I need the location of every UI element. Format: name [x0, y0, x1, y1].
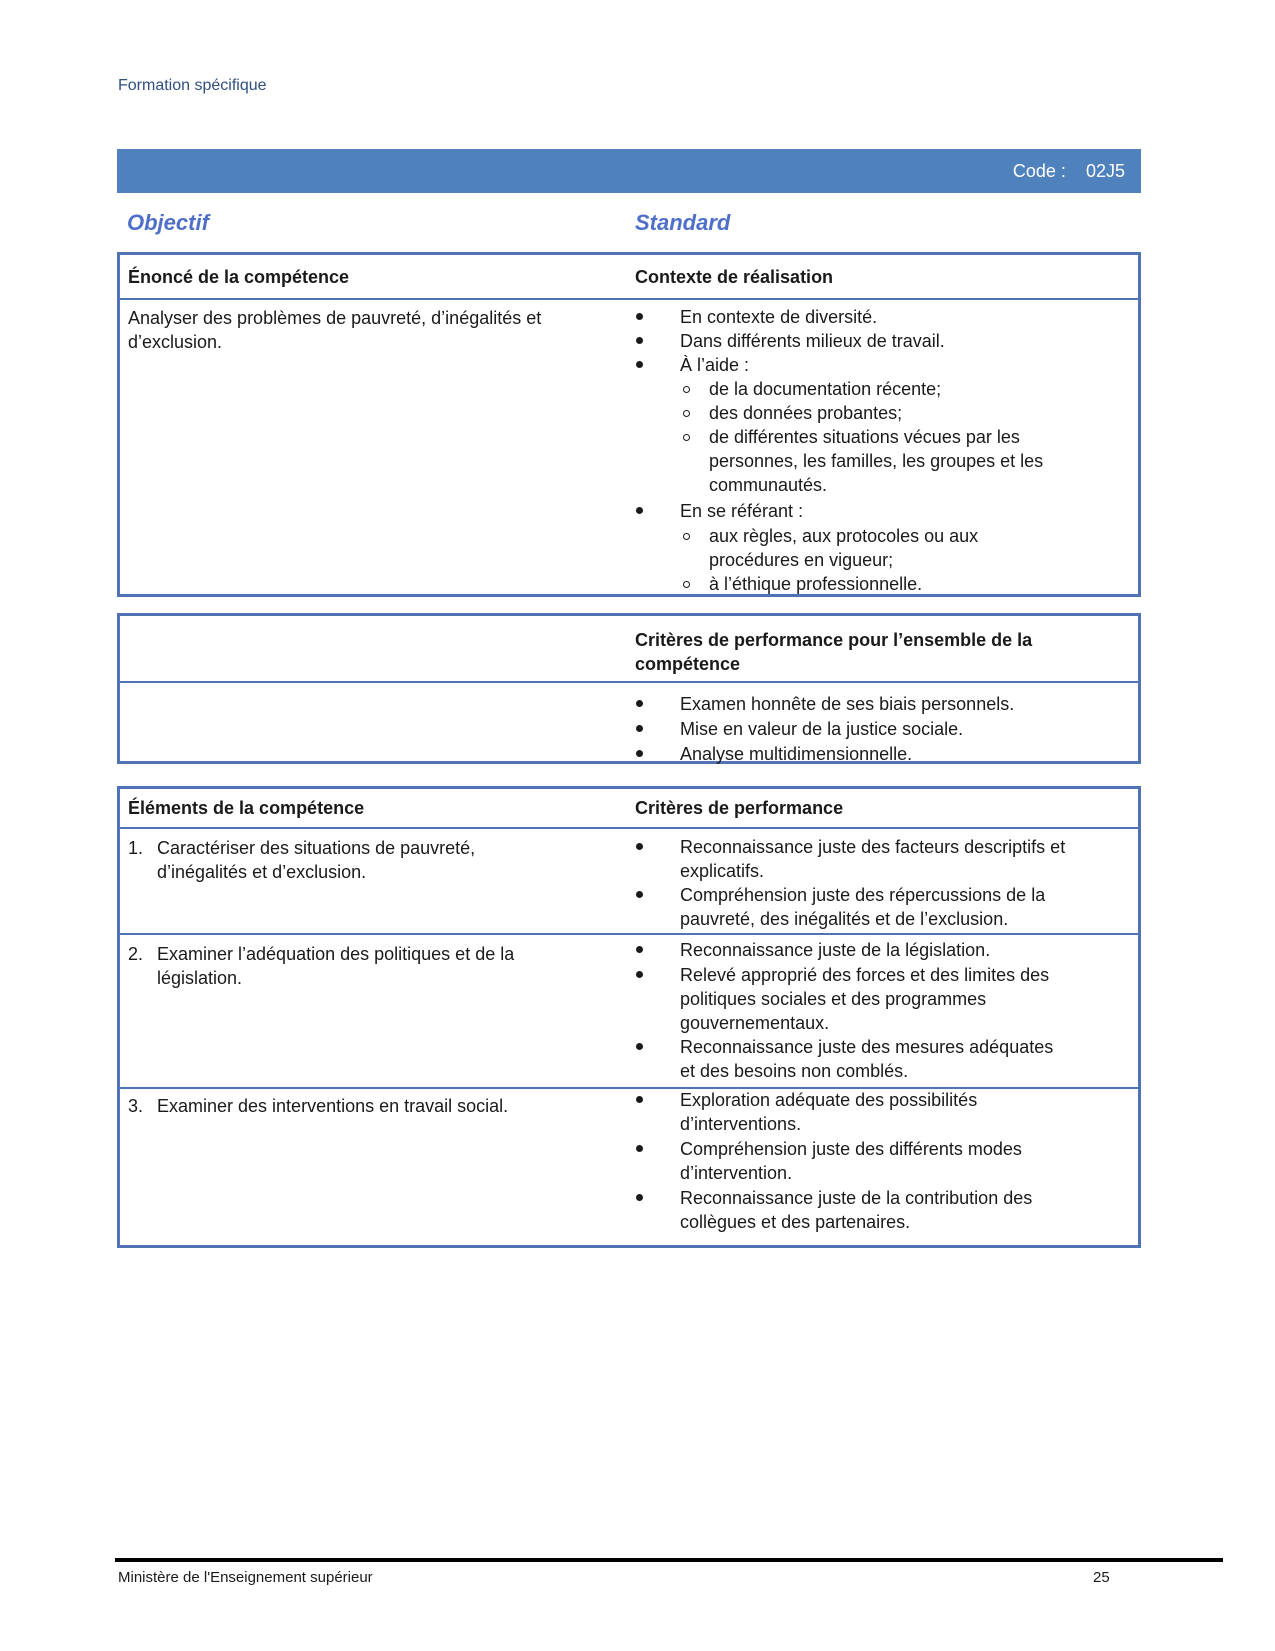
criterion-text-cont: collègues et des partenaires. [680, 1212, 911, 1232]
statement-heading: Énoncé de la compétence [128, 267, 350, 287]
bullet-icon [636, 1096, 643, 1103]
code-value: 02J5 [1085, 161, 1125, 181]
sub-bullet-icon [683, 533, 690, 540]
overall-criterion-2: Mise en valeur de la justice sociale. [680, 719, 964, 739]
bullet-icon [636, 361, 643, 368]
criterion-text-cont: explicatifs. [680, 861, 765, 881]
overall-criterion-1: Examen honnête de ses biais personnels. [680, 694, 1015, 714]
header-divider [120, 298, 1138, 300]
context-sub-bullet-cont: communautés. [709, 475, 828, 495]
sub-bullet-icon [683, 434, 690, 441]
bullet-icon [636, 1194, 643, 1201]
element-number: 2. [128, 944, 144, 964]
element-number: 3. [128, 1096, 144, 1116]
statement-line-1: Analyser des problèmes de pauvreté, d’inégalités et [128, 308, 542, 328]
bullet-icon [636, 750, 643, 757]
code-bar [117, 149, 1141, 193]
bullet-icon [636, 971, 643, 978]
criterion-text: Compréhension juste des répercussions de la [680, 885, 1046, 905]
criterion-text-cont: et des besoins non comblés. [680, 1061, 909, 1081]
header-divider [120, 827, 1138, 829]
criterion-text-cont: pauvreté, des inégalités et de l’exclusion. [680, 909, 1009, 929]
objective-heading: Objectif [127, 210, 209, 235]
page-number: 25 [1093, 1569, 1110, 1586]
criterion-text: Reconnaissance juste des mesures adéquates [680, 1037, 1054, 1057]
sub-bullet-icon [683, 386, 690, 393]
criterion-text: Reconnaissance juste de la contribution des [680, 1188, 1033, 1208]
context-sub-bullet: à l’éthique professionnelle. [709, 574, 923, 594]
sub-bullet-icon [683, 581, 690, 588]
element-1-line-1: Caractériser des situations de pauvreté, [157, 838, 476, 858]
bullet-icon [636, 891, 643, 898]
overall-criteria-heading-cont: compétence [635, 654, 741, 674]
context-bullet-1: En contexte de diversité. [680, 307, 878, 327]
header-divider [120, 681, 1138, 683]
sub-bullet-icon [683, 410, 690, 417]
criterion-text-cont: d’intervention. [680, 1163, 793, 1183]
element-3-line-1: Examiner des interventions en travail social. [157, 1096, 509, 1116]
criterion-text: Compréhension juste des différents modes [680, 1139, 1022, 1159]
code-label: Code : [1012, 161, 1066, 181]
criterion-text-cont: gouvernementaux. [680, 1013, 830, 1033]
criterion-text-cont: d’interventions. [680, 1114, 802, 1134]
bullet-icon [636, 1043, 643, 1050]
row-divider [120, 933, 1138, 935]
program-code [1013, 161, 1125, 182]
context-bullet-2: Dans différents milieux de travail. [680, 331, 945, 351]
statement-line-2: d’exclusion. [128, 332, 223, 352]
row-divider [120, 1087, 1138, 1089]
element-2-line-2: législation. [157, 968, 243, 988]
footer-rule [115, 1558, 1223, 1562]
context-bullet-3: À l’aide : [680, 355, 750, 375]
bullet-icon [636, 507, 643, 514]
criterion-text: Exploration adéquate des possibilités [680, 1090, 978, 1110]
element-number: 1. [128, 838, 144, 858]
bullet-icon [636, 946, 643, 953]
elements-heading: Éléments de la compétence [128, 798, 365, 818]
context-sub-bullet: des données probantes; [709, 403, 903, 423]
context-sub-bullet: aux règles, aux protocoles ou aux [709, 526, 979, 546]
standard-heading: Standard [635, 210, 731, 235]
criterion-text: Relevé approprié des forces et des limites des [680, 965, 1050, 985]
context-sub-bullet: de la documentation récente; [709, 379, 942, 399]
criteria-heading: Critères de performance [635, 798, 844, 818]
overall-criteria-heading: Critères de performance pour l’ensemble de la [635, 630, 1033, 650]
page-header-label: Formation spécifique [118, 77, 267, 94]
bullet-icon [636, 337, 643, 344]
criterion-text: Reconnaissance juste des facteurs descriptifs et [680, 837, 1066, 857]
overall-criterion-3: Analyse multidimensionnelle. [680, 744, 913, 764]
context-sub-bullet: de différentes situations vécues par les [709, 427, 1020, 447]
bullet-icon [636, 843, 643, 850]
bullet-icon [636, 700, 643, 707]
bullet-icon [636, 1145, 643, 1152]
bullet-icon [636, 313, 643, 320]
element-1-line-2: d’inégalités et d’exclusion. [157, 862, 367, 882]
footer-ministry: Ministère de l'Enseignement supérieur [118, 1569, 373, 1586]
criterion-text: Reconnaissance juste de la législation. [680, 940, 991, 960]
context-sub-bullet-cont: procédures en vigueur; [709, 550, 894, 570]
criterion-text-cont: politiques sociales et des programmes [680, 989, 987, 1009]
context-heading: Contexte de réalisation [635, 267, 834, 287]
bullet-icon [636, 725, 643, 732]
element-2-line-1: Examiner l’adéquation des politiques et de la [157, 944, 515, 964]
context-bullet-4: En se référant : [680, 501, 804, 521]
context-sub-bullet-cont: personnes, les familles, les groupes et les [709, 451, 1044, 471]
